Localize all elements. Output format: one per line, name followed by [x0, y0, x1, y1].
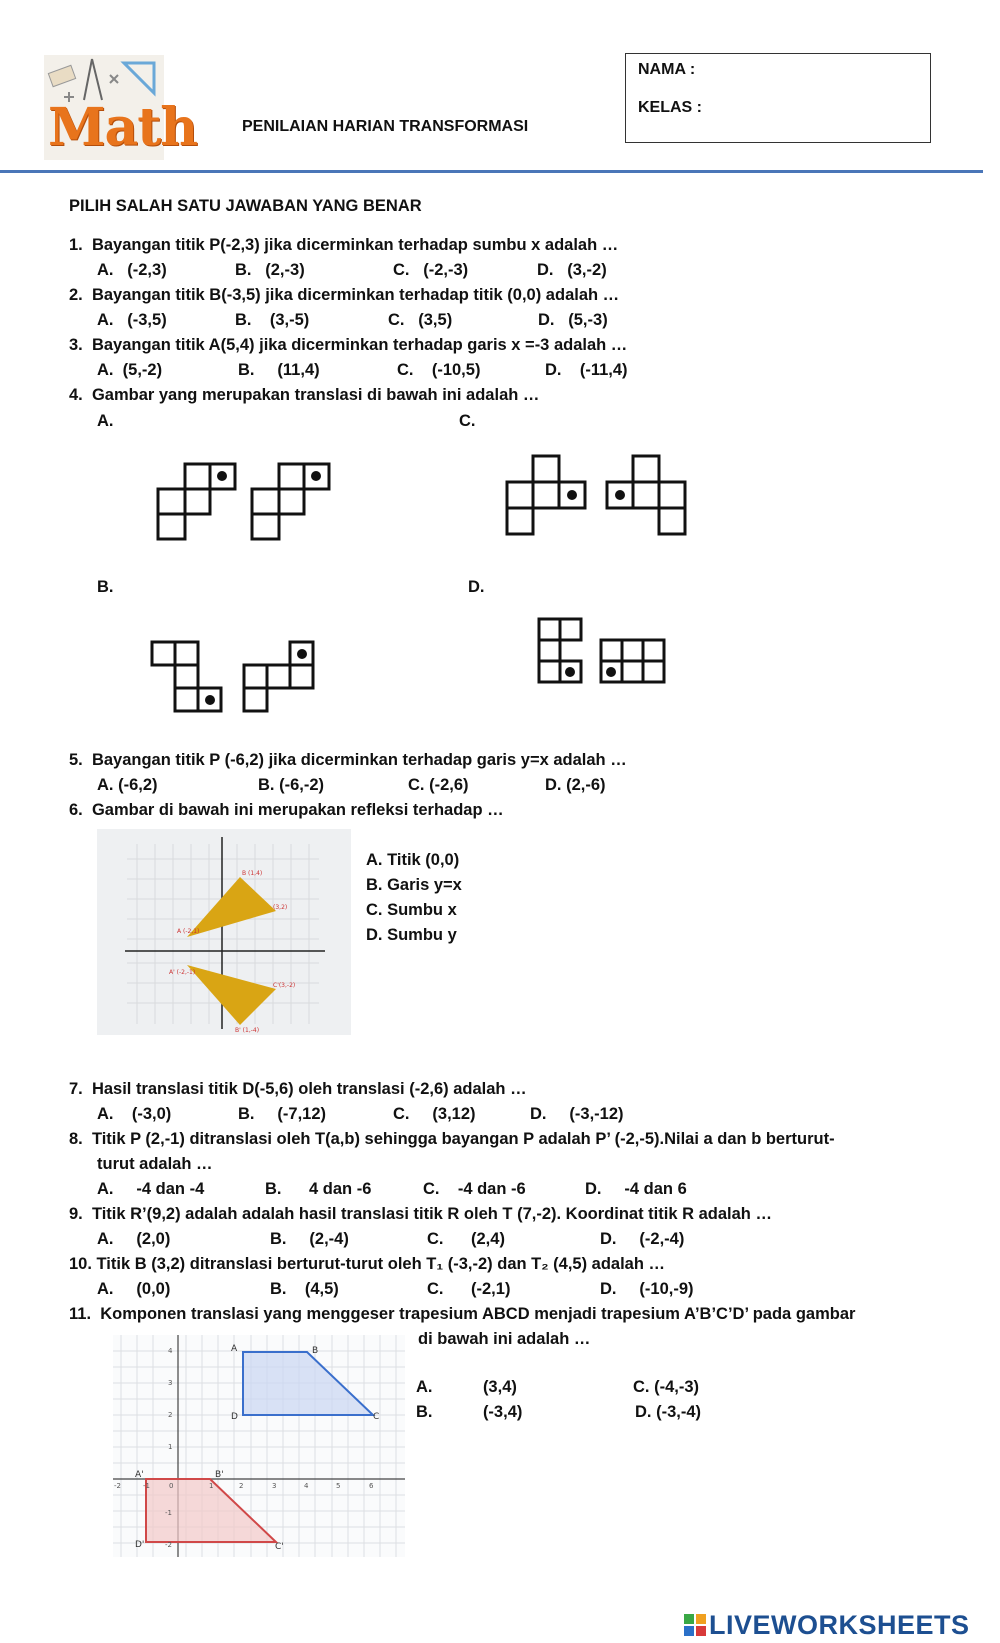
- label-a: A (-2,1): [177, 928, 200, 935]
- label-A: A: [231, 1344, 238, 1354]
- q1-option-c[interactable]: C. (-2,-3): [393, 261, 469, 279]
- q2-option-b[interactable]: B. (3,-5): [235, 311, 310, 329]
- q10-option-a[interactable]: A. (0,0): [97, 1280, 171, 1298]
- svg-text:3: 3: [168, 1379, 173, 1387]
- page-title: PENILAIAN HARIAN TRANSFORMASI: [242, 118, 529, 135]
- header-divider: [0, 170, 983, 173]
- q6-reflection-graph: [97, 829, 351, 1035]
- svg-text:1: 1: [209, 1482, 214, 1490]
- svg-text:2: 2: [168, 1411, 173, 1419]
- svg-text:4: 4: [304, 1482, 309, 1490]
- question-8-cont: turut adalah …: [97, 1155, 213, 1173]
- q1-option-d[interactable]: D. (3,-2): [537, 261, 607, 279]
- q2-option-a[interactable]: A. (-3,5): [97, 311, 167, 329]
- q1-text: Bayangan titik P(-2,3) jika dicerminkan terhadap sumbu x adalah …: [91, 236, 619, 254]
- q8-option-c[interactable]: C. -4 dan -6: [423, 1180, 526, 1198]
- question-10: 10. Titik B (3,2) ditranslasi berturut-turut oleh T₁ (-3,-2) dan T₂ (4,5) adalah …: [69, 1255, 666, 1273]
- label-D: D: [231, 1412, 238, 1422]
- svg-text:2: 2: [239, 1482, 244, 1490]
- q2-option-c[interactable]: C. (3,5): [388, 311, 453, 329]
- question-3: 3. Bayangan titik A(5,4) jika dicerminkan terhadap garis x =-3 adalah …: [69, 336, 628, 354]
- identity-box: [625, 53, 931, 143]
- question-9: 9. Titik R’(9,2) adalah adalah hasil translasi titik R oleh T (7,-2). Koordinat titik R adalah …: [69, 1205, 772, 1223]
- question-11-cont: di bawah ini adalah …: [418, 1330, 591, 1348]
- svg-text:-1: -1: [165, 1509, 172, 1517]
- q11-trapezium-graph: [113, 1335, 405, 1557]
- svg-text:0: 0: [169, 1482, 174, 1490]
- question-5: 5. Bayangan titik P (-6,2) jika dicerminkan terhadap garis y=x adalah …: [69, 751, 627, 769]
- q4-figure-a: [155, 462, 335, 544]
- question-11: 11. Komponen translasi yang menggeser trapesium ABCD menjadi trapesium A’B’C’D’ pada gambar: [69, 1305, 856, 1323]
- q11-option-b[interactable]: B. (-3,4): [416, 1403, 523, 1421]
- q3-option-c[interactable]: C. (-10,5): [397, 361, 481, 379]
- q5-option-a[interactable]: A. (-6,2): [97, 776, 158, 794]
- label-c-prime: C'(3,-2): [273, 982, 296, 989]
- brand-text: LIVEWORKSHEETS: [709, 1610, 970, 1640]
- q9-option-a[interactable]: A. (2,0): [97, 1230, 171, 1248]
- q4-label-d[interactable]: D.: [468, 578, 485, 596]
- q6-option-c[interactable]: C. Sumbu x: [366, 901, 457, 919]
- q11-option-d[interactable]: D. (-3,-4): [635, 1403, 701, 1421]
- question-8: 8. Titik P (2,-1) ditranslasi oleh T(a,b) sehingga bayangan P adalah P’ (-2,-5).Nilai a dan b berturut-: [69, 1130, 835, 1148]
- q5-option-d[interactable]: D. (2,-6): [545, 776, 606, 794]
- math-logo: [44, 55, 198, 160]
- kelas-label: KELAS :: [638, 99, 702, 116]
- q3-option-d[interactable]: D. (-11,4): [545, 361, 628, 379]
- question-1: [69, 236, 618, 255]
- q4-figure-b: [150, 640, 320, 715]
- question-4: 4. Gambar yang merupakan translasi di bawah ini adalah …: [69, 386, 540, 404]
- label-A-prime: A': [135, 1470, 144, 1480]
- q10-option-c[interactable]: C. (-2,1): [427, 1280, 511, 1298]
- svg-text:-2: -2: [114, 1482, 121, 1490]
- q11-option-c[interactable]: C. (-4,-3): [633, 1378, 699, 1396]
- q8-option-b[interactable]: B. 4 dan -6: [265, 1180, 372, 1198]
- q2-option-d[interactable]: D. (5,-3): [538, 311, 608, 329]
- q9-option-c[interactable]: C. (2,4): [427, 1230, 505, 1248]
- q4-figure-c: [505, 454, 695, 536]
- label-b: B (1,4): [242, 870, 263, 877]
- q6-option-d[interactable]: D. Sumbu y: [366, 926, 457, 944]
- nama-label: NAMA :: [638, 61, 696, 78]
- liveworksheets-logo-icon: [684, 1614, 706, 1638]
- q5-option-c[interactable]: C. (-2,6): [408, 776, 469, 794]
- q6-option-a[interactable]: A. Titik (0,0): [366, 851, 460, 869]
- q1-num: 1.: [69, 236, 83, 254]
- label-C-prime: C': [275, 1542, 284, 1552]
- q4-label-c[interactable]: C.: [459, 412, 476, 430]
- q4-figure-d: [537, 617, 672, 692]
- q7-option-b[interactable]: B. (-7,12): [238, 1105, 327, 1123]
- question-7: 7. Hasil translasi titik D(-5,6) oleh translasi (-2,6) adalah …: [69, 1080, 527, 1098]
- question-2: 2. Bayangan titik B(-3,5) jika dicerminkan terhadap titik (0,0) adalah …: [69, 286, 620, 304]
- label-D-prime: D': [135, 1540, 145, 1550]
- svg-text:5: 5: [336, 1482, 341, 1490]
- q10-option-d[interactable]: D. (-10,-9): [600, 1280, 694, 1298]
- q7-option-a[interactable]: A. (-3,0): [97, 1105, 172, 1123]
- label-c: (3,2): [273, 904, 288, 911]
- q7-option-c[interactable]: C. (3,12): [393, 1105, 476, 1123]
- logo-text: Math: [48, 97, 198, 158]
- label-C: C: [373, 1412, 380, 1422]
- label-B-prime: B': [215, 1470, 224, 1480]
- q3-option-b[interactable]: B. (11,4): [238, 361, 320, 379]
- label-a-prime: A' (-2,-1): [169, 969, 196, 976]
- svg-text:3: 3: [272, 1482, 277, 1490]
- q1-option-a[interactable]: A. (-2,3): [97, 261, 167, 279]
- q6-option-b[interactable]: B. Garis y=x: [366, 876, 462, 894]
- label-b-prime: B' (1,-4): [235, 1027, 260, 1034]
- liveworksheets-brand: [684, 1610, 970, 1641]
- svg-text:6: 6: [369, 1482, 374, 1490]
- q8-option-d[interactable]: D. -4 dan 6: [585, 1180, 687, 1198]
- instruction: PILIH SALAH SATU JAWABAN YANG BENAR: [69, 197, 422, 215]
- q7-option-d[interactable]: D. (-3,-12): [530, 1105, 624, 1123]
- q9-option-b[interactable]: B. (2,-4): [270, 1230, 349, 1248]
- label-B: B: [312, 1346, 319, 1356]
- svg-text:4: 4: [168, 1347, 173, 1355]
- q1-option-b[interactable]: B. (2,-3): [235, 261, 305, 279]
- q11-option-a[interactable]: A. (3,4): [416, 1378, 517, 1396]
- svg-text:1: 1: [168, 1443, 173, 1451]
- question-6: 6. Gambar di bawah ini merupakan refleksi terhadap …: [69, 801, 504, 819]
- q4-label-b[interactable]: B.: [97, 578, 114, 596]
- svg-text:-1: -1: [143, 1482, 150, 1490]
- q4-label-a[interactable]: A.: [97, 412, 114, 430]
- q9-option-d[interactable]: D. (-2,-4): [600, 1230, 685, 1248]
- svg-text:-2: -2: [165, 1541, 172, 1549]
- q3-option-a[interactable]: A. (5,-2): [97, 361, 163, 379]
- q5-option-b[interactable]: B. (-6,-2): [258, 776, 325, 794]
- q10-option-b[interactable]: B. (4,5): [270, 1280, 339, 1298]
- q8-option-a[interactable]: A. -4 dan -4: [97, 1180, 205, 1198]
